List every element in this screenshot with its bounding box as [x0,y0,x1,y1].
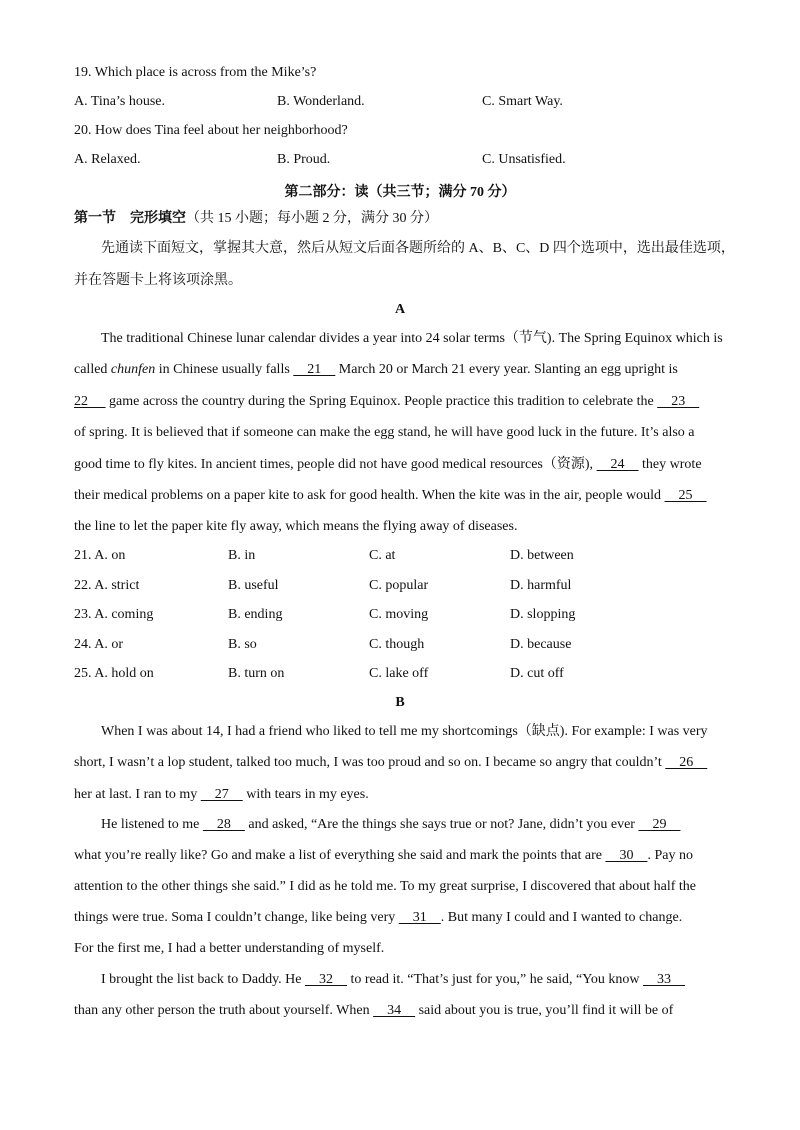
question-20: 20. How does Tina feel about her neighborhood? [74,123,348,138]
q20-option-c[interactable]: C. Unsatisfied. [482,152,566,167]
text: in Chinese usually falls [155,362,294,377]
passage-b-line-4 [101,817,680,833]
q24-option-a[interactable]: 24. A. or [74,637,123,652]
part-2-title: 第二部分：读（共三节；满分 70 分） [284,185,516,200]
text: their medical problems on a paper kite to ask for good health. When the kite was in the air, people would [74,488,665,503]
passage-b-line-7 [74,910,682,926]
text: to read it. “That’s just for you,” he said, “You know [347,972,644,987]
q23-option-b[interactable]: B. ending [228,607,283,622]
text: . But many I could and I wanted to change. [440,910,683,925]
text: what you’re really like? Go and make a list of everything she said and mark the points that are [74,848,606,863]
passage-a-line-1: The traditional Chinese lunar calendar divides a year into 24 solar terms（节气). The Spring Equinox which is [101,331,723,346]
blank-21[interactable]: 21 [293,362,336,377]
passage-a-line-2 [74,362,678,378]
q23-option-a[interactable]: 23. A. coming [74,607,154,622]
text: March 20 or March 21 every year. Slanting an egg upright is [335,362,678,377]
q24-option-d[interactable]: D. because [510,637,572,652]
q20-option-b[interactable]: B. Proud. [277,152,331,167]
passage-b-line-6: attention to the other things she said.” I did as he told me. To my great surprise, I discovered that about half the [74,879,696,894]
passage-a-line-7: the line to let the paper kite fly away, which means the flying away of diseases. [74,519,518,534]
q19-option-c[interactable]: C. Smart Way. [482,94,563,109]
text: I brought the list back to Daddy. He [101,972,305,987]
passage-b-line-1: When I was about 14, I had a friend who liked to tell me my shortcomings（缺点). For example: I was very [101,724,708,739]
q22-option-c[interactable]: C. popular [369,578,429,593]
blank-26[interactable]: 26 [665,755,708,770]
blank-30[interactable]: 30 [605,848,648,863]
q23-option-d[interactable]: D. slopping [510,607,576,622]
blank-34[interactable]: 34 [373,1003,416,1018]
passage-b-line-9 [101,972,685,988]
q21-option-d[interactable]: D. between [510,548,574,563]
text: they wrote [638,457,702,472]
q25-option-b[interactable]: B. turn on [228,666,285,681]
blank-23[interactable]: 23 [657,394,700,409]
q25-option-a[interactable]: 25. A. hold on [74,666,154,681]
passage-a-line-5 [74,457,702,473]
text: with tears in my eyes. [242,787,369,802]
q23-option-c[interactable]: C. moving [369,607,429,622]
blank-27[interactable]: 27 [200,787,243,802]
blank-29[interactable]: 29 [638,817,681,832]
passage-a-heading: A [394,302,406,317]
q22-option-a[interactable]: 22. A. strict [74,578,140,593]
text: . Pay no [647,848,693,863]
text: said about you is true, you’ll find it will be of [415,1003,674,1018]
passage-a-line-3 [74,394,699,410]
q19-option-a[interactable]: A. Tina’s house. [74,94,166,109]
blank-24[interactable]: 24 [596,457,639,472]
blank-31[interactable]: 31 [398,910,441,925]
passage-b-line-5 [74,848,693,864]
blank-25[interactable]: 25 [664,488,707,503]
passage-b-line-2 [74,755,707,771]
blank-33[interactable]: 33 [643,972,686,987]
blank-32[interactable]: 32 [305,972,347,987]
q21-option-a[interactable]: 21. A. on [74,548,126,563]
q21-option-b[interactable]: B. in [228,548,256,563]
question-19: 19. Which place is across from the Mike’s? [74,65,317,80]
q22-option-d[interactable]: D. harmful [510,578,572,593]
text: called [74,362,111,377]
passage-a-line-4: of spring. It is believed that if someone can make the egg stand, he will have good luck in the future. It’s also a [74,425,695,440]
text: game across the country during the Spring Equinox. People practice this tradition to celebrate the [105,394,658,409]
chunfen-term: chunfen [110,362,156,377]
q21-option-c[interactable]: C. at [369,548,396,563]
blank-22[interactable]: 22 [74,394,106,409]
passage-b-line-8: For the first me, I had a better understanding of myself. [74,941,385,956]
text: her at last. I ran to my [74,787,201,802]
section-1-header [74,211,438,227]
blank-28[interactable]: 28 [202,817,245,832]
instruction-line-1: 先通读下面短文，掌握其大意，然后从短文后面各题所给的 A、B、C、D 四个选项中，选出最佳选项， [101,241,735,256]
q25-option-d[interactable]: D. cut off [510,666,564,681]
q24-option-c[interactable]: C. though [369,637,425,652]
passage-b-line-3 [74,787,369,803]
text: good time to fly kites. In ancient times, people did not have good medical resources（资源), [74,457,597,472]
section-1-label: 第一节 完形填空 [74,211,186,226]
text: He listened to me [101,817,203,832]
q19-option-b[interactable]: B. Wonderland. [277,94,365,109]
passage-b-line-10 [74,1003,673,1019]
q24-option-b[interactable]: B. so [228,637,257,652]
text: short, I wasn’t a lop student, talked too much, I was too proud and so on. I became so angry that couldn’t [74,755,666,770]
q22-option-b[interactable]: B. useful [228,578,279,593]
text: and asked, “Are the things she says true or not? Jane, didn’t you ever [244,817,639,832]
q20-option-a[interactable]: A. Relaxed. [74,152,141,167]
instruction-line-2: 并在答题卡上将该项涂黑。 [74,273,242,288]
passage-a-line-6 [74,488,707,504]
passage-b-heading: B [395,695,405,710]
q25-option-c[interactable]: C. lake off [369,666,429,681]
text: things were true. Soma I couldn’t change, like being very [74,910,399,925]
text: than any other person the truth about yourself. When [74,1003,374,1018]
section-1-info: （共 15 小题；每小题 2 分，满分 30 分） [186,211,438,226]
